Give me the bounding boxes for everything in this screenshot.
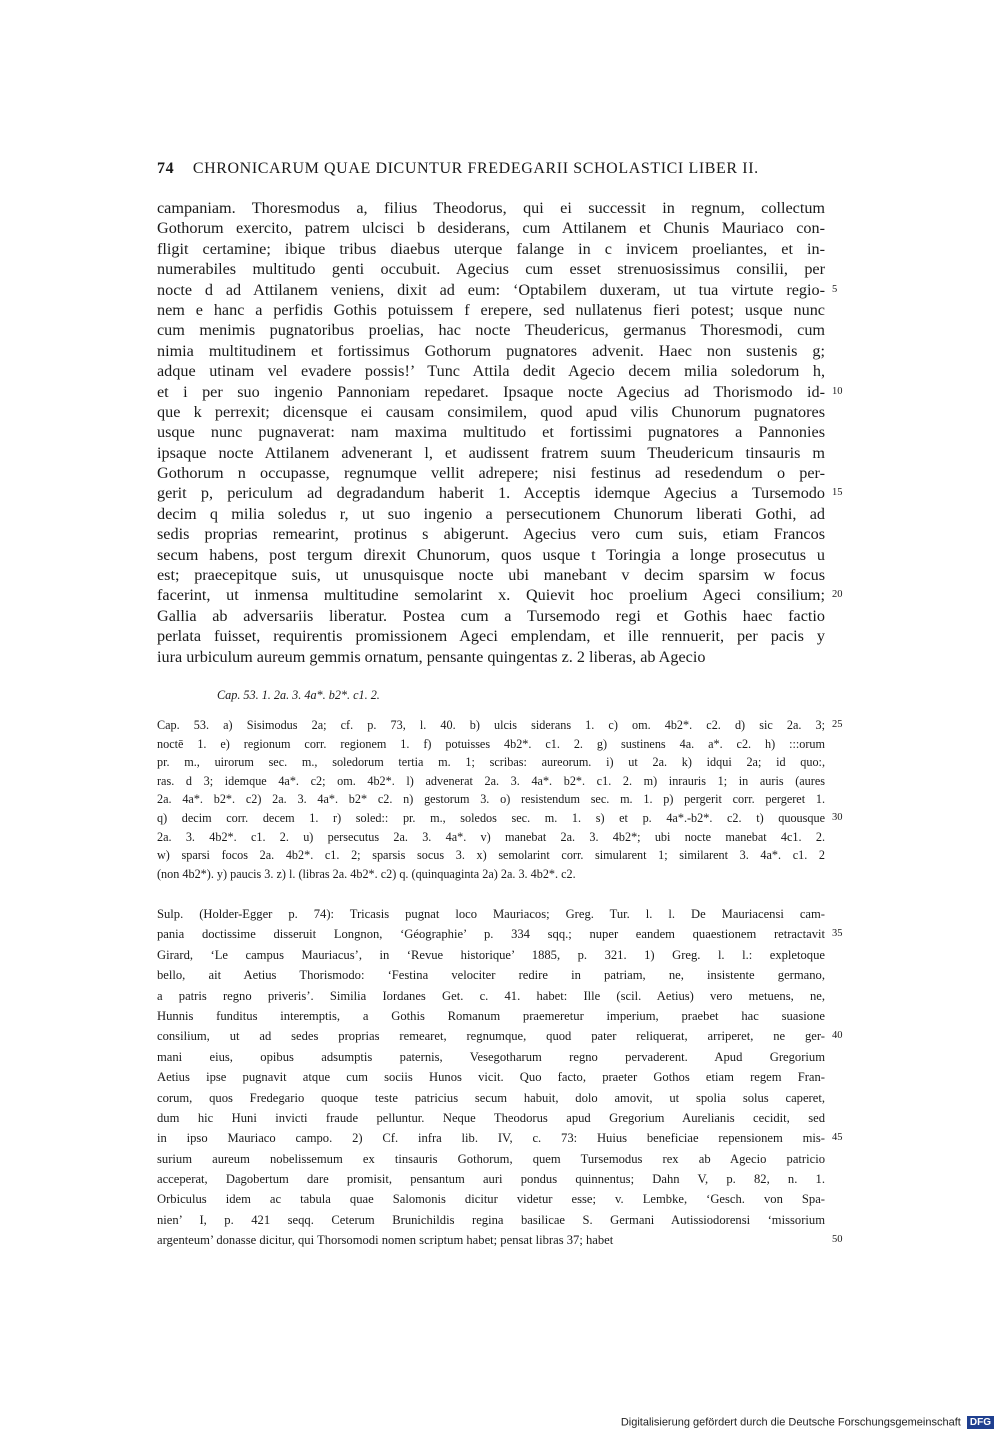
footnote-line-text: Hunnis funditus interemptis, a Gothis Romanum praemeretur imperium, praebet hac suasione (157, 1008, 825, 1023)
main-text-line (157, 565, 825, 585)
footnote-line (157, 1128, 843, 1148)
footnote-line (157, 1026, 843, 1046)
apparatus-line-text: (non 4b2*). y) paucis 3. z) l. (libras 2a. 4b2*. c2) q. (quinquaginta 2a) 2a. 3. 4b2*. c2. (157, 866, 576, 881)
apparatus-line-text: pr. m., uirorum sec. m., soledorum tertia m. 1; scribas: aureorum. i) ut 2a. k) idqui 2a; id quo:, (157, 755, 825, 770)
apparatus-line (157, 790, 825, 809)
apparatus-line (157, 735, 825, 754)
footnote-line-text: in ipso Mauriaco campo. 2) Cf. infra lib. IV, c. 73: Huius beneficiae repensionem mis- (157, 1131, 825, 1146)
footnote-line (157, 1210, 825, 1230)
line-number: 40 (832, 1030, 843, 1042)
apparatus-line-text: q) decim corr. decem 1. r) soled:: pr. m., soledos sec. m. 1. s) et p. 4a*.-b2*. c2. t) quousque (157, 810, 825, 825)
main-text-line-text: nimia multitudinem et fortissimus Gothorum pugnatores advenit. Haec non sustenis g; (157, 341, 825, 360)
line-number: 50 (832, 1234, 843, 1246)
main-text-line-text: usque nunc pugnaverat: nam maxima multitudo et fortissimi pugnatores a Pannonies (157, 423, 825, 442)
main-text-line-text: est; praecepitque suis, ut unusquisque nocte ubi manebant v decim sparsim w focus (157, 566, 825, 585)
digitization-credit (621, 1416, 994, 1429)
apparatus-line-text: w) sparsi focos 2a. 4b2*. c1. 2; sparsis socus 3. x) semolarint corr. simularent 1; similarent 3. 4a*. c1. 2 (157, 848, 825, 863)
apparatus-line-text: ras. d 3; idemque 4a*. c2; om. 4b2*. l) advenerat 2a. 3. 4a*. b2*. c1. 2. m) inrauris 1; in auris (aures (157, 773, 825, 788)
footnote-line (157, 924, 843, 944)
main-text-line-text: iura urbiculum aureum gemmis ornatum, pensante quingentas z. 2 liberas, ab Agecio (157, 647, 706, 666)
main-text-line (157, 382, 843, 402)
digitization-text: Digitalisierung gefördert durch die Deutsche Forschungsgemeinschaft (620, 1416, 961, 1429)
main-text-line-text: secum habens, post tergum direxit Chunorum, quos usque t Toringia a longe prosecutus u (157, 545, 825, 564)
line-number: 20 (832, 589, 843, 601)
footnote-line (157, 1189, 825, 1209)
footnote-line-text: Sulp. (Holder-Egger p. 74): Tricasis pugnat loco Mauriacos; Greg. Tur. l. l. De Mauriacensi cam- (157, 907, 825, 921)
main-text-line (157, 218, 825, 238)
main-text-line (157, 606, 825, 626)
main-text-line-text: Gothorum n occupasse, regnumque vellit adrepere; nisi festinus ad resedendum o per- (157, 464, 825, 483)
main-text-line-text: Gallia ab adversariis liberatur. Postea cum a Tursemodo regi et Gothis haec factio (157, 606, 825, 625)
main-text-line (157, 463, 825, 483)
main-text-line (157, 524, 825, 544)
main-text (157, 198, 843, 667)
main-text-line (157, 239, 825, 259)
line-number: 25 (832, 719, 843, 730)
main-text-line-text: sedis proprias remearint, protinus s abigerunt. Agecius vero cum suis, etiam Francos (157, 525, 825, 544)
historical-footnotes (157, 904, 843, 1251)
footnote-line-text: surium aureum nobelissemum ex tinsauris Gothorum, quem Tursemodus rex ab Agecio patricio (157, 1151, 825, 1166)
apparatus-line (157, 716, 843, 735)
main-text-line (157, 626, 825, 646)
footnote-line-text: Girard, ‘Le campus Mauriacus’, in ‘Revue historique’ 1885, p. 321. 1) Greg. l. l.: expletoque (157, 947, 825, 962)
running-header (157, 160, 827, 178)
critical-apparatus (157, 716, 843, 883)
main-text-line-text: perlata fuisset, requirentis promissionem Ageci emplendam, et ille rennuerit, per pacis y (157, 627, 825, 646)
footnote-line-text: mani eius, opibus adsumptis paternis, Vesegotharum regno pervaderent. Apud Gregorium (157, 1049, 825, 1064)
running-title: CHRONICARUM QUAE DICUNTUR FREDEGARII SCHOLASTICI LIBER II. (192, 160, 759, 177)
apparatus-line (157, 809, 843, 828)
main-text-line-text: gerit p, periculum ad degradandum haberit 1. Acceptis idemque Agecius a Tursemodo (157, 484, 825, 503)
footnote-line (157, 1047, 825, 1067)
main-text-line (157, 647, 825, 667)
main-text-line-text: nocte d ad Attilanem veniens, dixit ad eum: ‘Optabilem duxeram, ut tua virtute regio- (157, 280, 825, 299)
main-text-line (157, 402, 825, 422)
main-text-line-text: fligit certamine; ibique tribus diaebus uterque falange in c invicem proeliantes, et in- (157, 239, 825, 258)
main-text-line (157, 280, 838, 300)
footnote-line (157, 904, 825, 924)
footnote-line (157, 986, 825, 1006)
main-text-line (157, 361, 825, 381)
footnote-line-text: acceperat, Dagobertum dare promisit, pensantum auri pondus quinnentus; Dahn V, p. 82, n. 1. (157, 1172, 825, 1187)
main-text-line (157, 300, 825, 320)
footnote-line-text: dum hic Huni invicti fraude pelluntur. Neque Theodorus apud Gregorium Aurelianis cecidit, sed (157, 1110, 825, 1125)
footnote-line-text: bello, ait Aetius Thorismodo: ‘Festina velociter redire in patriam, ne, insistente germano, (157, 968, 825, 983)
witness-line: Cap. 53. 1. 2a. 3. 4a*. b2*. c1. 2. (217, 688, 380, 702)
footnote-line-text: nien’ I, p. 421 seqq. Ceterum Brunichildis regina basilicae S. Germani Autissiodorensi ‘missorium (157, 1212, 825, 1227)
apparatus-line (157, 753, 825, 772)
main-text-line-text: cum menimis pugnatoribus proelias, hac nocte Theudericus, germanus Thoresmodi, cum (157, 321, 825, 340)
footnote-line (157, 1169, 825, 1189)
footnote-line (157, 1108, 825, 1128)
line-number: 45 (832, 1132, 843, 1144)
main-text-line-text: ipsaque nocte Attilanem advenerant l, et audissent fratrem suum Theudericum tinsauris m (157, 443, 825, 462)
line-number: 30 (832, 811, 843, 823)
witness-list (157, 686, 825, 705)
line-number: 35 (832, 928, 843, 940)
main-text-line (157, 198, 825, 218)
main-text-line-text: adque utinam vel evadere possis!’ Tunc Attila dedit Agecio decem milia soledorum h, (157, 362, 825, 381)
main-text-line (157, 443, 825, 463)
main-text-line-text: que k perrexit; dicensque ei causam consimilem, quod apud vilis Chunorum pugnatores (157, 402, 825, 421)
footnote-line-text: a patris regno priveris’. Similia Iordanes Get. c. 41. habet: Ille (scil. Aetius) vero metuens, ne, (157, 988, 825, 1003)
apparatus-line-text: 2a. 3. 4b2*. c1. 2. u) persecutus 2a. 3. 4a*. v) manebat 2a. 3. 4b2*; ubi nocte manebat 4c1. 2. (157, 829, 825, 844)
page-number: 74 (157, 160, 175, 177)
footnote-line-text: Orbiculus idem ac tabula quae Salomonis dicitur videtur esse; v. Lembke, ‘Gesch. von Spa- (157, 1192, 825, 1207)
line-number: 10 (832, 385, 843, 397)
footnote-line-text: argenteum’ donasse dicitur, qui Thorsomodi nomen scriptum habet; pensat libras 37; habet (157, 1233, 614, 1248)
main-text-line-text: numerabiles multitudo genti occubuit. Agecius cum esset strenuosissimus consilii, per (157, 260, 825, 279)
footnote-line (157, 1006, 825, 1026)
main-text-line (157, 585, 843, 605)
footnote-line (157, 1088, 825, 1108)
main-text-line-text: Gothorum exercito, patrem ulcisci b desiderans, cum Attilanem et Chunis Mauriaco con- (157, 219, 825, 238)
main-text-line (157, 341, 825, 361)
footnote-line (157, 1067, 825, 1087)
footnote-line-text: Aetius ipse pugnavit atque cum sociis Hunos vicit. Quo facto, praeter Gothos etiam regem Fran- (157, 1070, 825, 1085)
main-text-line (157, 320, 825, 340)
line-number: 15 (832, 487, 843, 499)
main-text-line-text: nem e hanc a perfidis Gothis potuissem f erepere, sed nullatenus fieri potest; usque nunc (157, 300, 825, 319)
footnote-line (157, 1149, 825, 1169)
apparatus-line (157, 865, 825, 884)
footnote-line (157, 1230, 843, 1250)
footnote-line-text: consilium, ut ad sedes proprias remearet, regnumque, quod pater reliquerat, arriperet, ne ger- (157, 1029, 825, 1044)
main-text-line-text: facerint, ut inmensa multitudine semolarint x. Quievit hoc proelium Ageci consilium; (157, 586, 825, 605)
footnote-line (157, 945, 825, 965)
footnote-line-text: pania doctissime disseruit Longnon, ‘Géographie’ p. 334 sqq.; nuper eandem quaestionem retractavit (157, 927, 825, 942)
main-text-line (157, 483, 843, 503)
main-text-line-text: decim q milia soledus r, ut suo ingenio a persecutionem Chunorum liberati Gothi, ad (157, 504, 825, 523)
main-text-line (157, 422, 825, 442)
main-text-line (157, 504, 825, 524)
line-number: 5 (832, 283, 838, 295)
apparatus-line-text: 2a. 4a*. b2*. c2) 2a. 3. 4a*. b2* c2. n) gestorum 3. o) resistendum sec. m. 1. p) pergerit corr. pergeret 1. (157, 792, 825, 807)
footnote-line (157, 965, 825, 985)
apparatus-line (157, 772, 825, 791)
main-text-line (157, 545, 825, 565)
apparatus-line (157, 828, 825, 847)
main-text-line-text: et i per suo ingenio Pannoniam repedaret. Ipsaque nocte Agecius ad Thorismodo id- (157, 382, 825, 401)
footnote-line-text: corum, quos Fredegario quoque teste patricius secum habuit, dolo amovit, ut spolia solus caperet, (157, 1090, 825, 1105)
main-text-line (157, 259, 825, 279)
dfg-logo: DFG (967, 1416, 994, 1429)
apparatus-line (157, 846, 825, 865)
apparatus-line-text: noctē 1. e) regionum corr. regionem 1. f) potuisses 4b2*. c1. 2. g) sustinens 4a. a*. c2. h) :::orum (157, 736, 825, 751)
main-text-line-text: campaniam. Thoresmodus a, filius Theodorus, qui ei successit in regnum, collectum (157, 199, 825, 217)
apparatus-line-text: Cap. 53. a) Sisimodus 2a; cf. p. 73, l. 40. b) ulcis siderans 1. c) om. 4b2*. c2. d) sic 2a. 3; (157, 718, 825, 732)
